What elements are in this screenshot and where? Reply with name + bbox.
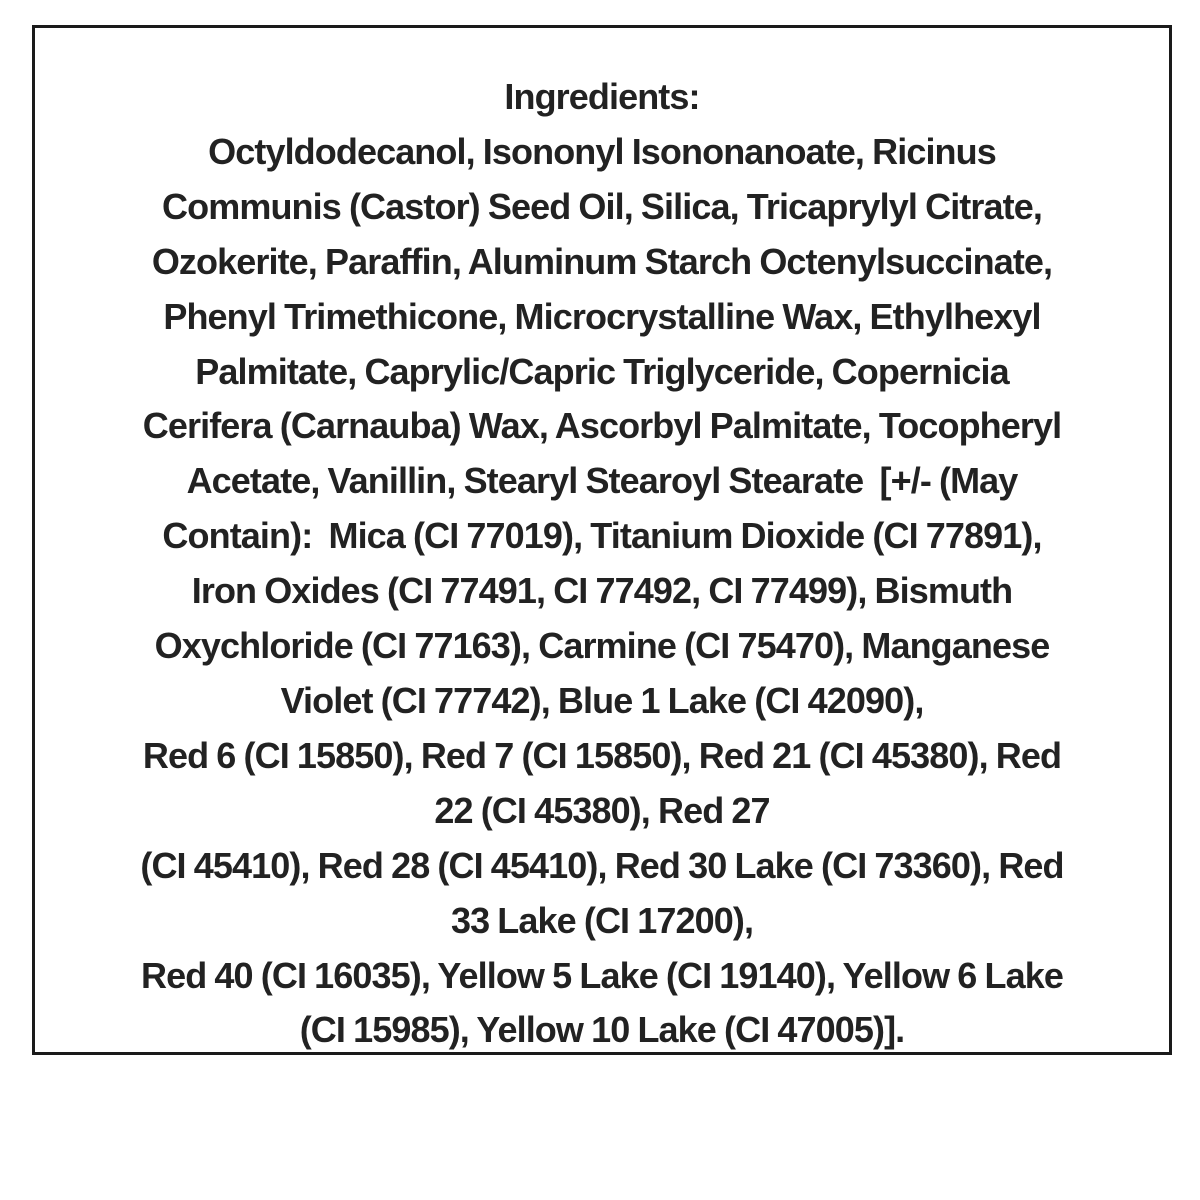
ingredient-line: Phenyl Trimethicone, Microcrystalline Wax, Ethylhexyl <box>163 295 1041 337</box>
ingredient-line: Iron Oxides (CI 77491, CI 77492, CI 77499), Bismuth <box>191 570 1013 612</box>
ingredient-line: Red 6 (CI 15850), Red 7 (CI 15850), Red 21 (CI 45380), Red <box>142 734 1062 776</box>
ingredient-line: Cerifera (Carnauba) Wax, Ascorbyl Palmitate, Tocopheryl <box>142 405 1062 447</box>
ingredient-line: (CI 15985), Yellow 10 Lake (CI 47005)]. <box>299 1009 905 1051</box>
ingredient-line: Palmitate, Caprylic/Capric Triglyceride, Copernicia <box>195 350 1009 392</box>
ingredient-line: Oxychloride (CI 77163), Carmine (CI 75470), Manganese <box>154 625 1050 667</box>
ingredient-line: Acetate, Vanillin, Stearyl Stearoyl Stearate [+/- (May <box>186 460 1018 502</box>
ingredient-line: Contain): Mica (CI 77019), Titanium Dioxide (CI 77891), <box>162 515 1042 557</box>
ingredients-label <box>32 25 1172 1055</box>
ingredient-line: Violet (CI 77742), Blue 1 Lake (CI 42090), <box>280 679 924 721</box>
ingredient-list <box>35 125 1169 1058</box>
ingredient-line: 22 (CI 45380), Red 27 <box>434 789 770 831</box>
ingredient-line: 33 Lake (CI 17200), <box>450 899 754 941</box>
ingredient-line: Ozokerite, Paraffin, Aluminum Starch Octenylsuccinate, <box>151 240 1053 282</box>
ingredient-line: (CI 45410), Red 28 (CI 45410), Red 30 Lake (CI 73360), Red <box>140 844 1064 886</box>
ingredients-heading: Ingredients: <box>504 76 700 117</box>
ingredients-text <box>35 70 1169 1058</box>
ingredient-line: Octyldodecanol, Isononyl Isononanoate, Ricinus <box>208 130 996 172</box>
ingredient-line: Communis (Castor) Seed Oil, Silica, Tricaprylyl Citrate, <box>162 185 1042 227</box>
ingredient-line: Red 40 (CI 16035), Yellow 5 Lake (CI 19140), Yellow 6 Lake <box>141 954 1063 996</box>
